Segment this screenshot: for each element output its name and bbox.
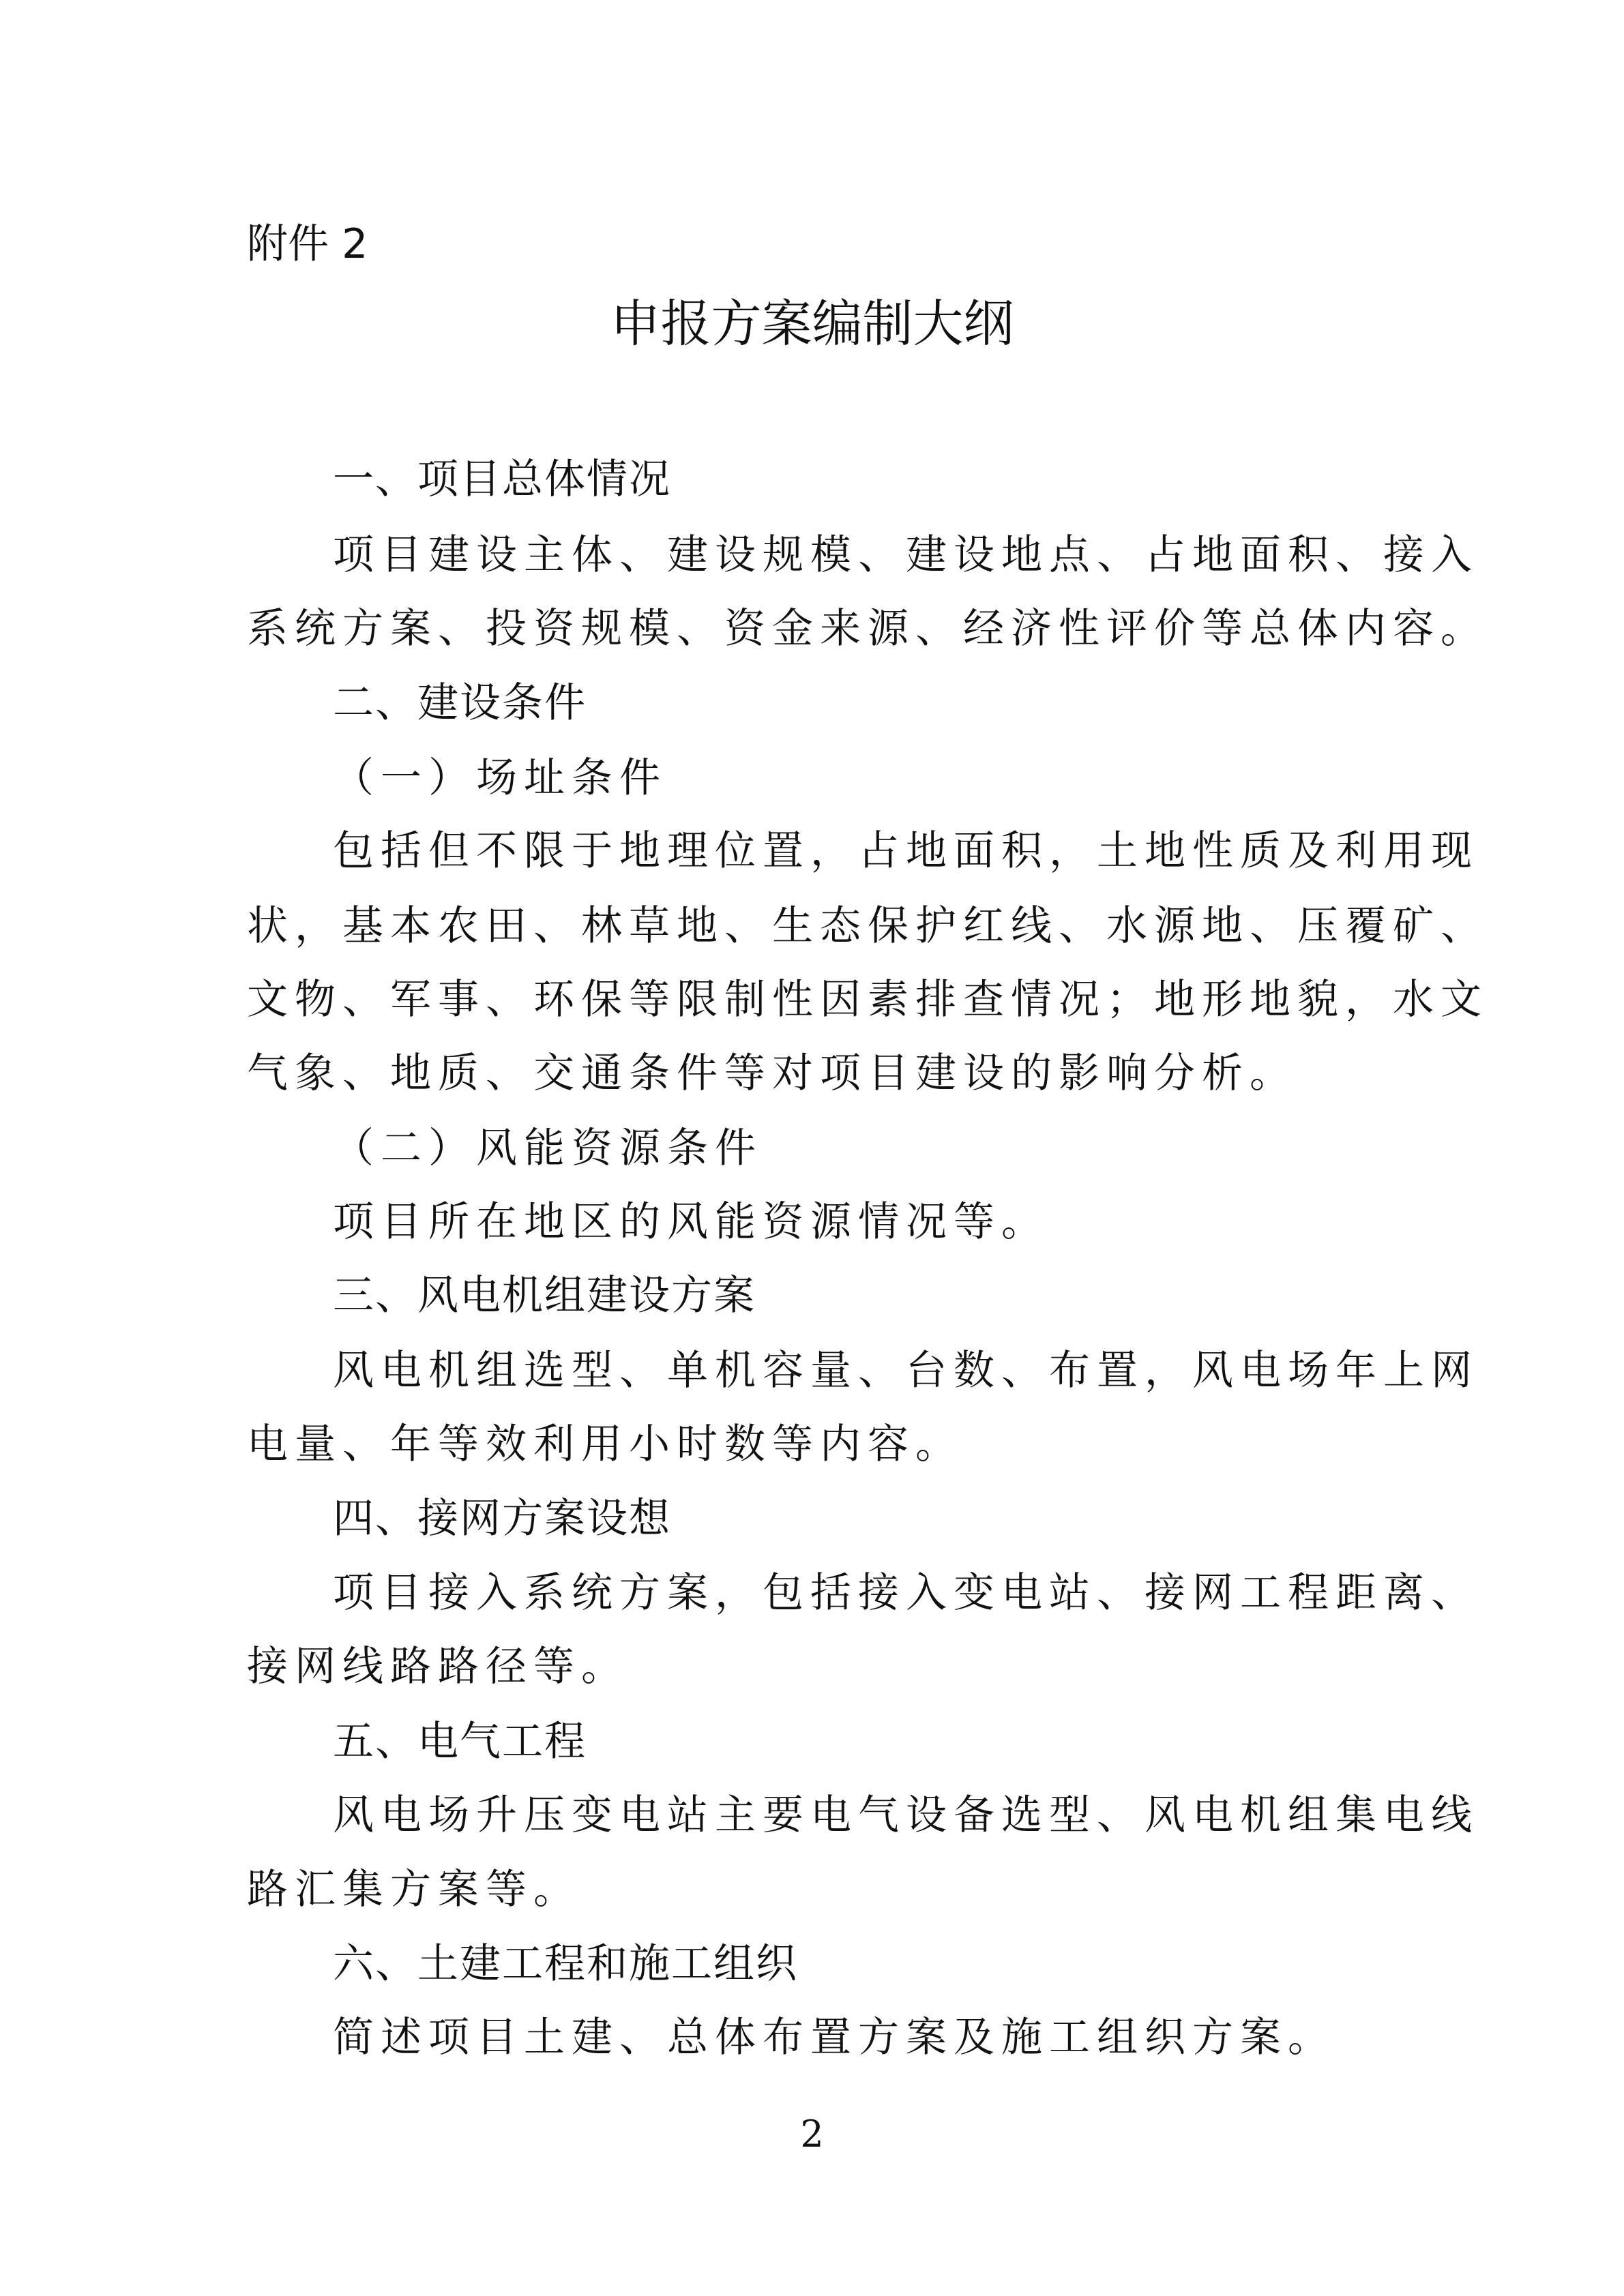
paragraph-line: 气象、地质、交通条件等对项目建设的影响分析。 bbox=[247, 1049, 1297, 1097]
paragraph-line: 接网线路路径等。 bbox=[247, 1643, 629, 1690]
document-title: 申报方案编制大纲 bbox=[610, 295, 1014, 353]
subsection-heading-wind: （二）风能资源条件 bbox=[333, 1124, 763, 1172]
paragraph-line: 项目接入系统方案，包括接入变电站、接网工程距离、 bbox=[333, 1569, 1479, 1617]
paragraph-line: 电量、年等效利用小时数等内容。 bbox=[247, 1420, 963, 1468]
section-heading-3: 三、风电机组建设方案 bbox=[333, 1272, 756, 1320]
paragraph-line: 项目建设主体、建设规模、建设地点、占地面积、接入 bbox=[333, 531, 1479, 579]
paragraph-line: 简述项目土建、总体布置方案及施工组织方案。 bbox=[333, 2014, 1335, 2061]
section-heading-5: 五、电气工程 bbox=[333, 1718, 587, 1765]
section-heading-2: 二、建设条件 bbox=[333, 679, 587, 727]
paragraph-line: 系统方案、投资规模、资金来源、经济性评价等总体内容。 bbox=[247, 605, 1488, 653]
paragraph-line: 状，基本农田、林草地、生态保护红线、水源地、压覆矿、 bbox=[247, 902, 1488, 950]
paragraph-line: 风电场升压变电站主要电气设备选型、风电机组集电线 bbox=[333, 1791, 1479, 1839]
attachment-label: 附件 2 bbox=[247, 220, 368, 268]
section-heading-4: 四、接网方案设想 bbox=[333, 1495, 671, 1542]
subsection-heading-site: （一）场址条件 bbox=[333, 754, 667, 802]
page-number: 2 bbox=[800, 2113, 824, 2156]
paragraph-line: 风电机组选型、单机容量、台数、布置，风电场年上网 bbox=[333, 1347, 1479, 1395]
paragraph-line: 项目所在地区的风能资源情况等。 bbox=[333, 1198, 1049, 1246]
paragraph-line: 路汇集方案等。 bbox=[247, 1866, 581, 1913]
section-heading-6: 六、土建工程和施工组织 bbox=[333, 1940, 798, 1988]
paragraph-line: 包括但不限于地理位置，占地面积，土地性质及利用现 bbox=[333, 827, 1479, 875]
paragraph-line: 文物、军事、环保等限制性因素排查情况；地形地貌，水文 bbox=[247, 976, 1488, 1024]
section-heading-1: 一、项目总体情况 bbox=[333, 456, 671, 503]
